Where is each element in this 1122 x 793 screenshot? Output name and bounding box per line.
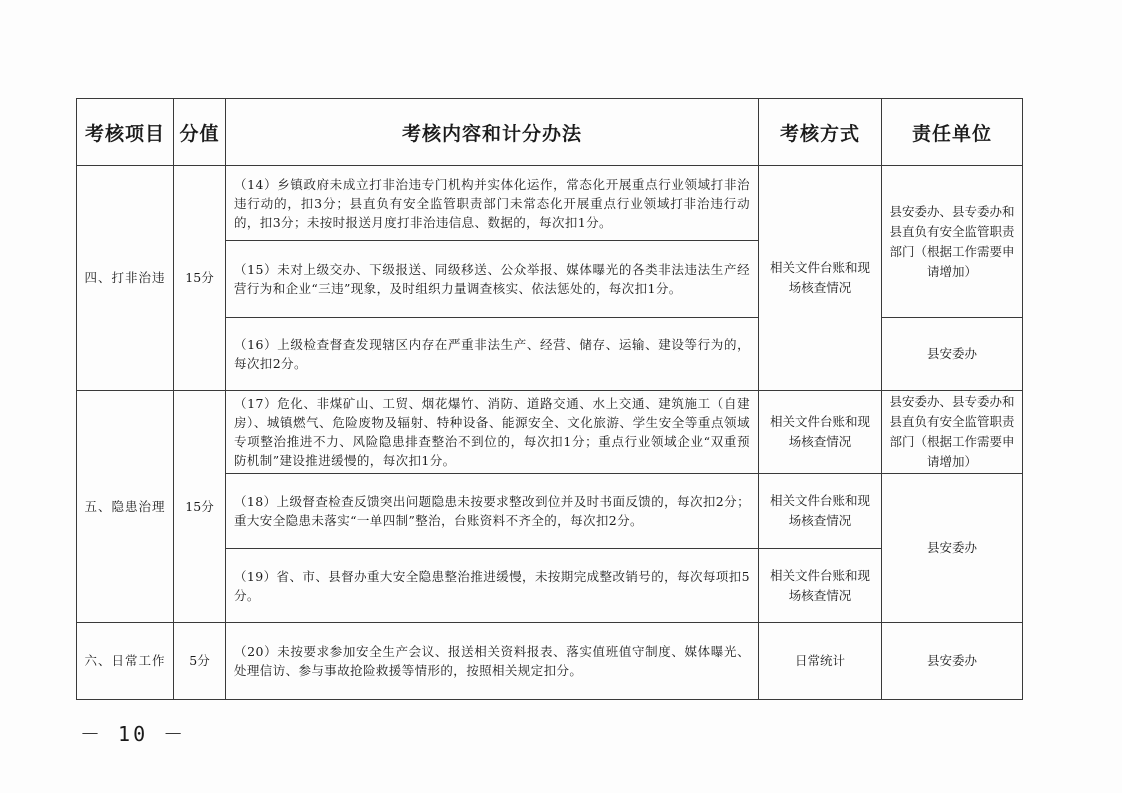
unit-cell: 县安委办 [882,623,1023,700]
score-cell: 15分 [174,391,226,623]
page-number: － 10 － [80,722,187,746]
score-cell: 5分 [174,623,226,700]
header-item: 考核项目 [77,99,174,166]
table-row [77,391,1023,474]
method-cell: 相关文件台账和现场核查情况 [759,474,882,549]
header-unit: 责任单位 [882,99,1023,166]
content-cell: （18）上级督查检查反馈突出问题隐患未按要求整改到位并及时书面反馈的，每次扣2分；重大安全隐患未落实“一单四制”整治，台账资料不齐全的，每次扣2分。 [226,474,759,549]
table-header-row [77,99,1023,166]
item-cell: 六、日常工作 [77,623,174,700]
method-cell: 相关文件台账和现场核查情况 [759,549,882,623]
header-content: 考核内容和计分办法 [226,99,759,166]
content-cell: （19）省、市、县督办重大安全隐患整治推进缓慢，未按期完成整改销号的，每次每项扣5分。 [226,549,759,623]
unit-cell: 县安委办 [882,318,1023,391]
assessment-table [76,98,1023,700]
unit-cell: 县安委办 [882,474,1023,623]
table-row [77,166,1023,241]
method-cell: 相关文件台账和现场核查情况 [759,391,882,474]
content-cell: （16）上级检查督查发现辖区内存在严重非法生产、经营、储存、运输、建设等行为的，每次扣2分。 [226,318,759,391]
header-method: 考核方式 [759,99,882,166]
method-cell: 日常统计 [759,623,882,700]
item-cell: 四、打非治违 [77,166,174,391]
content-cell: （17）危化、非煤矿山、工贸、烟花爆竹、消防、道路交通、水上交通、建筑施工（自建房）、城镇燃气、危险废物及辐射、特种设备、能源安全、文化旅游、学生安全等重点领域专项整治推进不力、风险隐患排查整治不到位的，每次扣1分；重点行业领域企业“双重预防机制”建设推进缓慢的，每次扣1分。 [226,391,759,474]
table-row [77,623,1023,700]
unit-cell: 县安委办、县专委办和县直负有安全监管职责部门（根据工作需要申请增加） [882,391,1023,474]
method-cell: 相关文件台账和现场核查情况 [759,166,882,391]
content-cell: （20）未按要求参加安全生产会议、报送相关资料报表、落实值班值守制度、媒体曝光、处理信访、参与事故抢险救援等情形的，按照相关规定扣分。 [226,623,759,700]
content-cell: （15）未对上级交办、下级报送、同级移送、公众举报、媒体曝光的各类非法违法生产经营行为和企业“三违”现象，及时组织力量调查核实、依法惩处的，每次扣1分。 [226,241,759,318]
score-cell: 15分 [174,166,226,391]
header-score: 分值 [174,99,226,166]
content-cell: （14）乡镇政府未成立打非治违专门机构并实体化运作，常态化开展重点行业领域打非治违行动的，扣3分；县直负有安全监管职责部门未常态化开展重点行业领域打非治违行动的，扣3分；未按时报送月度打非治违信息、数据的，每次扣1分。 [226,166,759,241]
item-cell: 五、隐患治理 [77,391,174,623]
unit-cell: 县安委办、县专委办和县直负有安全监管职责部门（根据工作需要申请增加） [882,166,1023,318]
